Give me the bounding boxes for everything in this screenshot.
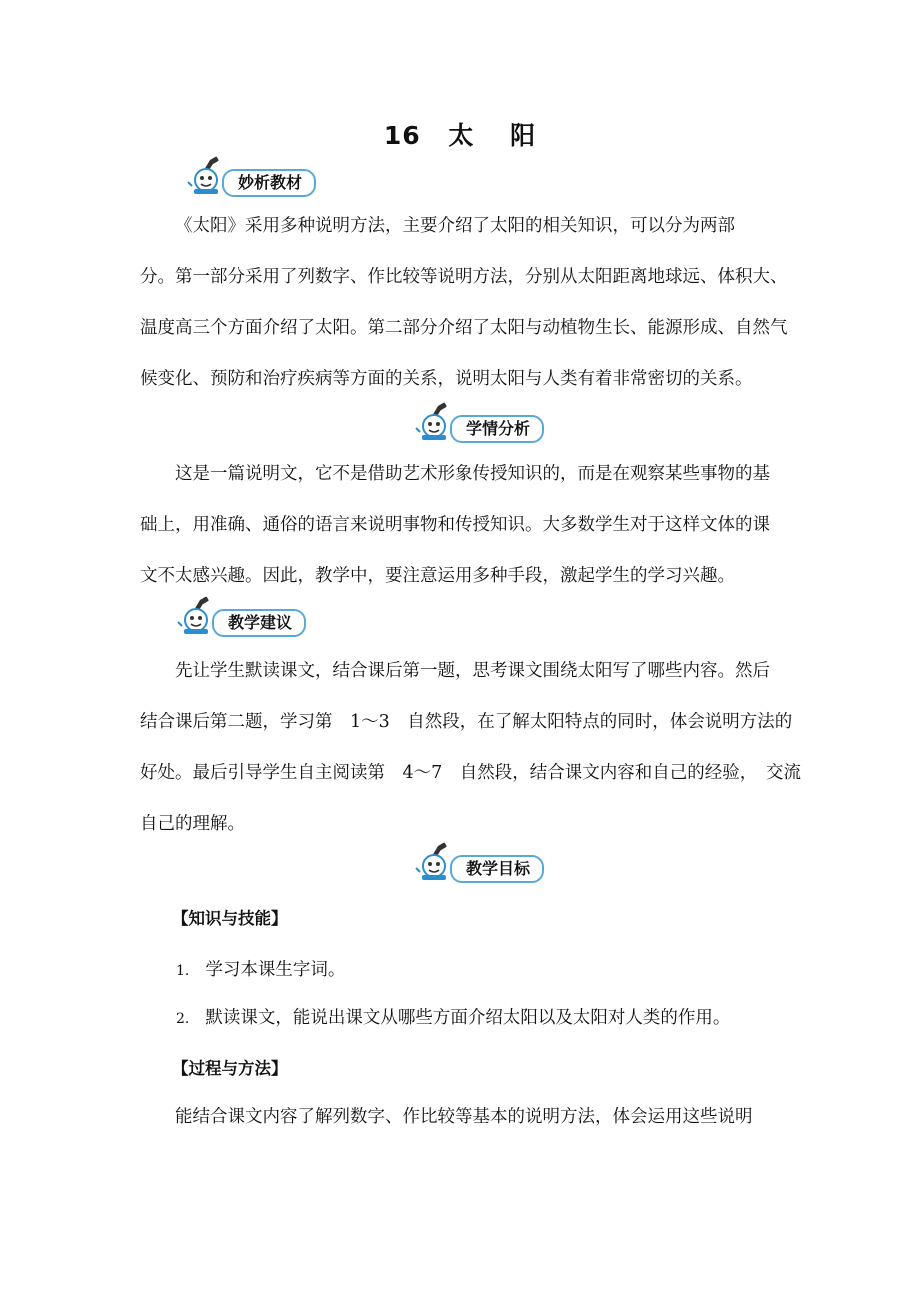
suggestions-paragraph [140, 646, 802, 850]
text-line: 先让学生默读课文，结合课后第一题，思考课文围绕太阳写了哪些内容。然后 [175, 661, 770, 681]
process-heading: 【过程与方法】 [172, 1059, 288, 1078]
text-line: 自己的理解。 [140, 814, 245, 834]
text-line: 分。第一部分采用了列数字、作比较等说明方法，分别从太阳距离地球远、体积大、 [140, 267, 788, 287]
text-line: 文不太感兴趣。因此，教学中，要注意运用多种手段，激起学生的学习兴趣。 [140, 566, 735, 586]
goal-item-number: 2. [176, 1011, 190, 1027]
title-number: 16 [383, 121, 421, 150]
text-line: 温度高三个方面介绍了太阳。第二部分介绍了太阳与动植物生长、能源形成、自然气 [140, 318, 788, 338]
learners-paragraph [140, 449, 790, 602]
analysis-paragraph [140, 201, 790, 405]
text-line: 础上，用准确、通俗的语言来说明事物和传授知识。大多数学生对于这样文体的课 [140, 515, 770, 535]
text-line: 候变化、预防和治疗疾病等方面的关系，说明太阳与人类有着非常密切的关系。 [140, 369, 753, 389]
title-char-1: 太 [448, 121, 475, 150]
section-label-goals: 教学目标 [450, 855, 544, 883]
goal-item-1 [176, 956, 345, 981]
process-line: 能结合课文内容了解列数字、作比较等基本的说明方法，体会运用这些说明 [175, 1107, 753, 1127]
text-line: 结合课后第二题，学习第 1～3 自然段，在了解太阳特点的同时，体会说明方法的 [140, 712, 793, 732]
goal-item-2 [176, 1004, 730, 1029]
goal-item-number: 1. [176, 963, 190, 979]
text-line: 《太阳》采用多种说明方法，主要介绍了太阳的相关知识，可以分为两部 [175, 216, 735, 236]
title-char-2: 阳 [510, 121, 537, 150]
knowledge-heading: 【知识与技能】 [172, 909, 288, 928]
section-label-analysis: 妙析教材 [222, 169, 316, 197]
section-label-suggestions: 教学建议 [212, 609, 306, 637]
text-line: 这是一篇说明文，它不是借助艺术形象传授知识的，而是在观察某些事物的基 [175, 464, 770, 484]
page-title [0, 116, 920, 152]
section-label-learners: 学情分析 [450, 415, 544, 443]
goal-item-text: 学习本课生字词。 [205, 960, 346, 980]
goal-item-text: 默读课文，能说出课文从哪些方面介绍太阳以及太阳对人类的作用。 [205, 1008, 731, 1028]
text-line: 好处。最后引导学生自主阅读第 4～7 自然段，结合课文内容和自己的经验， 交流 [140, 763, 802, 783]
